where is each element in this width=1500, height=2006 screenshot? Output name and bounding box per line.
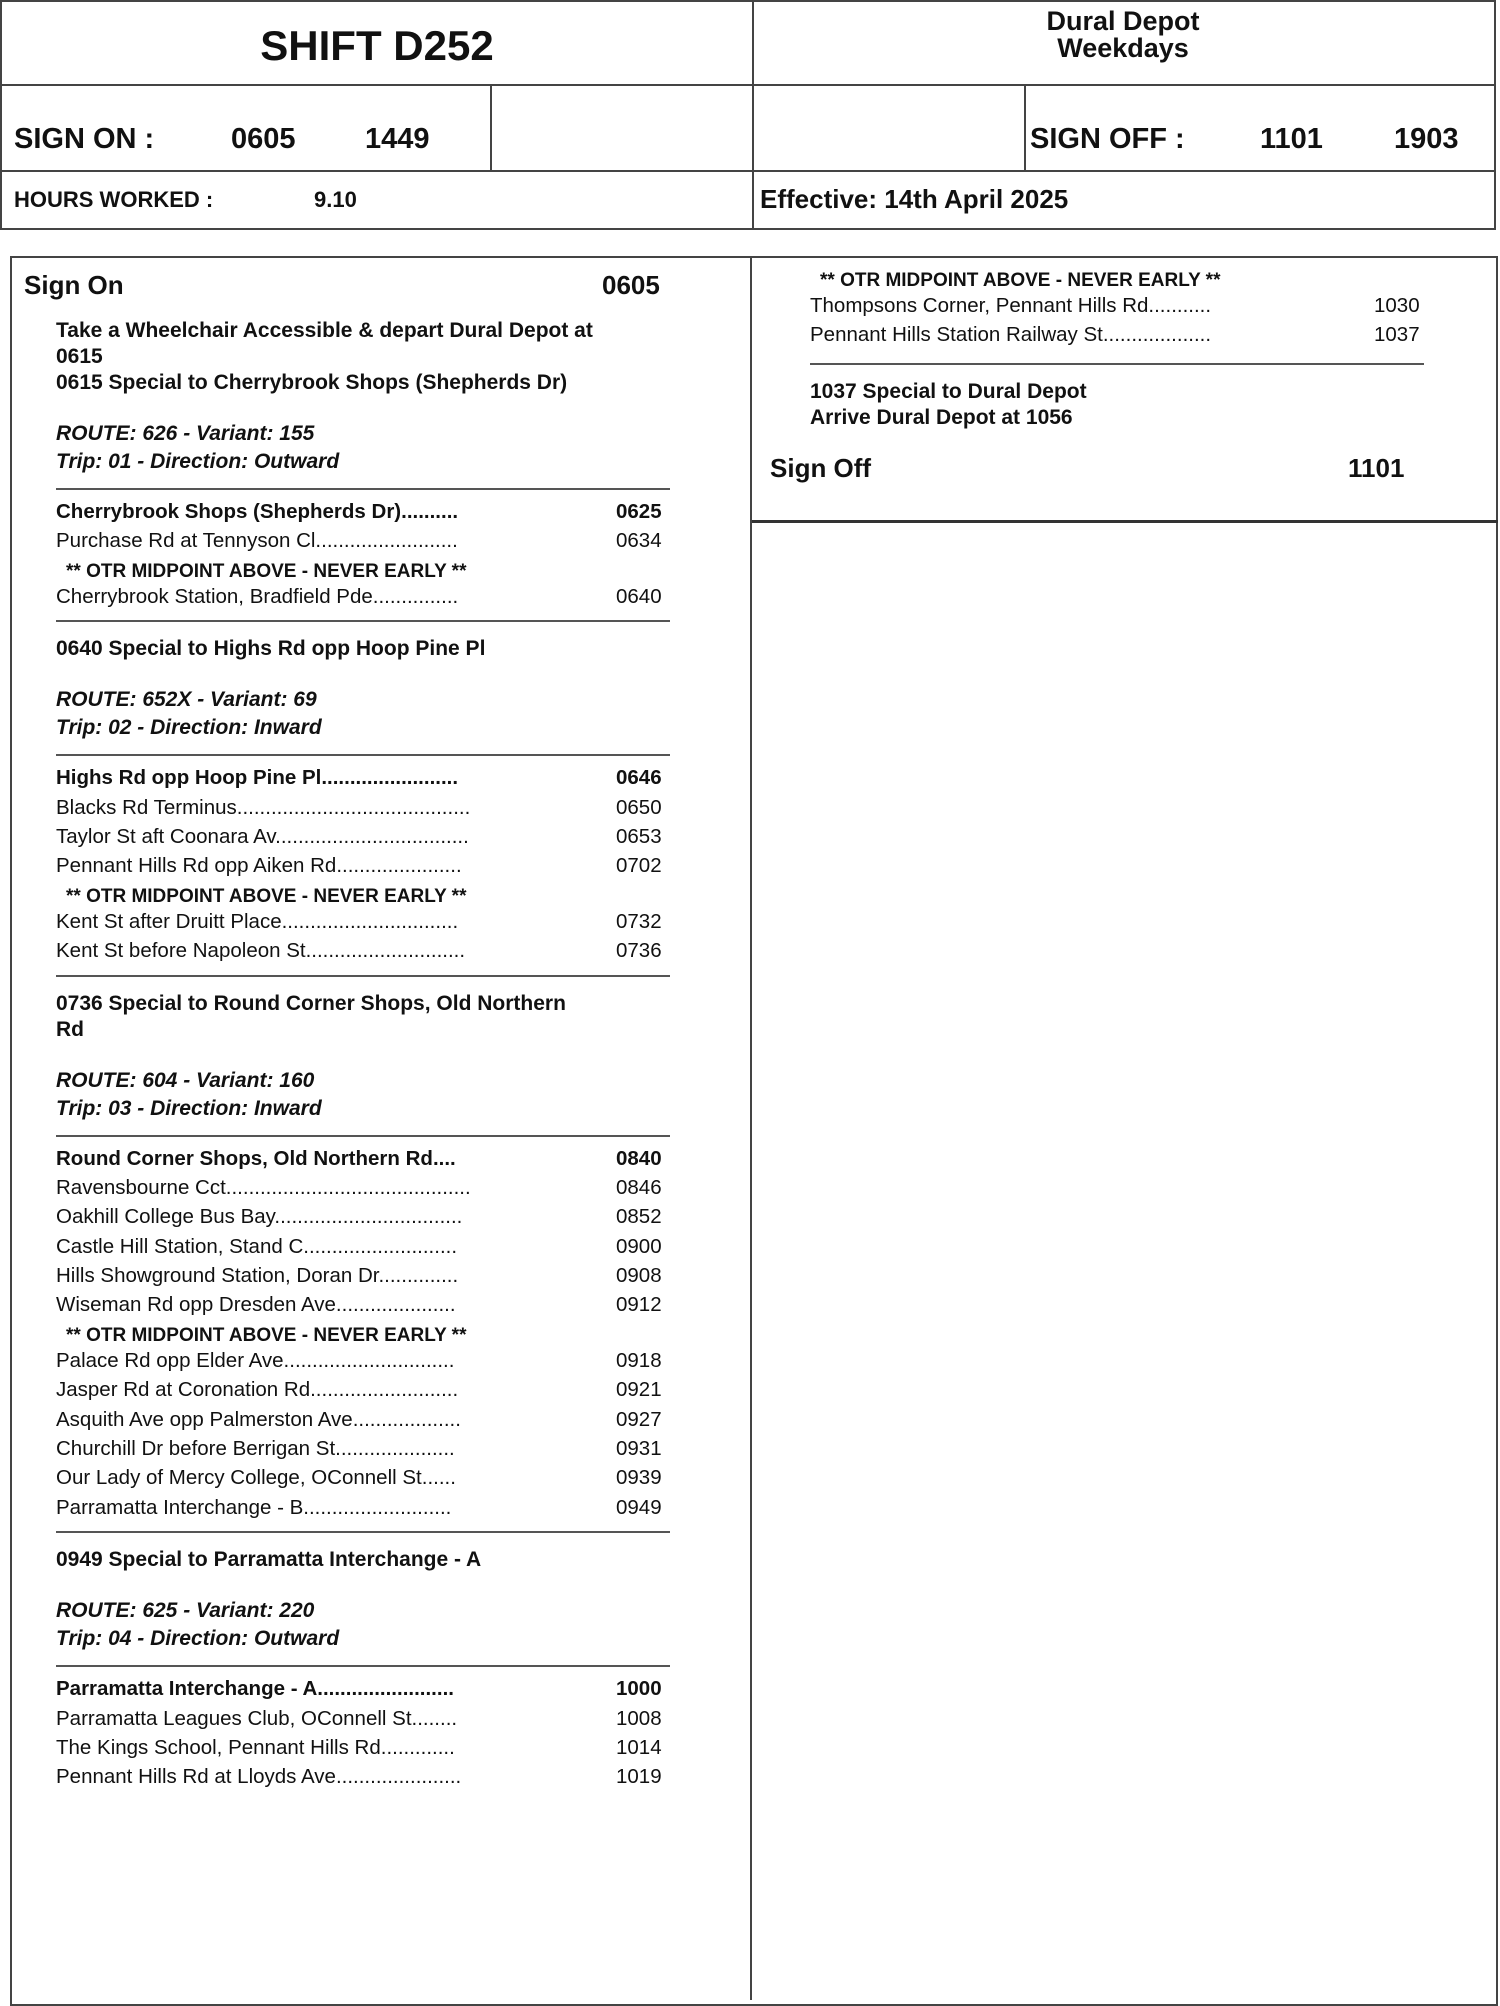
- stop-name: Blacks Rd Terminus.........................................: [56, 795, 471, 819]
- stop-name: Asquith Ave opp Palmerston Ave...................: [56, 1407, 461, 1431]
- stop-name: Castle Hill Station, Stand C...........................: [56, 1234, 458, 1258]
- next-special-heading: [56, 636, 724, 662]
- depot-name: Dural Depot: [1046, 6, 1200, 36]
- sign-on-heading: Sign On: [24, 270, 124, 300]
- route-line: ROUTE: 626 - Variant: 155: [56, 422, 315, 445]
- stop-name: Jasper Rd at Coronation Rd..........................: [56, 1378, 459, 1402]
- stop-row: [56, 766, 724, 795]
- stop-row: [56, 796, 724, 825]
- trip-route-info: [56, 686, 724, 742]
- stop-time: 0931: [616, 1437, 662, 1461]
- stop-time: 0640: [616, 584, 662, 608]
- trip-stop-list: [56, 1147, 724, 1526]
- stop-row: [56, 1496, 724, 1525]
- divider: [56, 620, 670, 622]
- stop-name: Thompsons Corner, Pennant Hills Rd...........: [810, 294, 1212, 317]
- sign-off-row: [770, 447, 1490, 491]
- otr-midpoint-note: ** OTR MIDPOINT ABOVE - NEVER EARLY **: [66, 560, 467, 582]
- stop-row: [56, 1736, 724, 1765]
- stop-row: [810, 323, 1490, 352]
- stop-time: 1019: [616, 1765, 662, 1789]
- stop-time: 0918: [616, 1348, 662, 1372]
- depart-instruction: Take a Wheelchair Accessible & depart Dural Depot at: [56, 319, 593, 342]
- stop-name: Churchill Dr before Berrigan St.....................: [56, 1437, 455, 1461]
- route-line: ROUTE: 652X - Variant: 69: [56, 688, 317, 712]
- stop-row: [56, 529, 724, 558]
- sign-on-label: SIGN ON :: [14, 123, 155, 155]
- stop-time: 0625: [616, 500, 662, 523]
- trip-line: Trip: 01 - Direction: Outward: [56, 450, 340, 473]
- stop-time: 1030: [1374, 294, 1420, 317]
- stop-name: Purchase Rd at Tennyson Cl.........................: [56, 529, 458, 553]
- stop-row: [56, 1677, 724, 1706]
- return-special-heading: 1037 Special to Dural Depot: [810, 379, 1087, 403]
- trip-route-info: [56, 420, 724, 476]
- stop-row: [56, 1205, 724, 1234]
- shift-title: SHIFT D252: [260, 22, 494, 69]
- divider: [56, 1531, 670, 1533]
- stop-time: 0840: [616, 1146, 662, 1170]
- effective-date: Effective: 14th April 2025: [760, 184, 1069, 214]
- stop-row: [56, 1466, 724, 1495]
- trip-line: Trip: 04 - Direction: Outward: [56, 1627, 340, 1651]
- divider: [56, 1665, 670, 1667]
- stop-row: [56, 585, 724, 614]
- stop-row: [56, 939, 724, 968]
- stop-time: 0653: [616, 824, 662, 848]
- next-special-heading: [56, 1547, 724, 1573]
- stop-name: Our Lady of Mercy College, OConnell St......: [56, 1466, 456, 1490]
- stop-name: Kent St before Napoleon St............................: [56, 939, 466, 963]
- special-heading-line: Rd: [56, 1017, 84, 1041]
- arrive-depot-line: Arrive Dural Depot at 1056: [810, 405, 1073, 429]
- stop-name: Pennant Hills Station Railway St...................: [810, 323, 1212, 347]
- stop-name: The Kings School, Pennant Hills Rd.............: [56, 1735, 455, 1759]
- stop-row: [810, 294, 1490, 323]
- stop-time: 0921: [616, 1378, 662, 1402]
- depot-days: Weekdays: [1057, 33, 1189, 63]
- trip-line: Trip: 03 - Direction: Inward: [56, 1096, 322, 1120]
- stop-time: 0927: [616, 1407, 662, 1431]
- trip-route-info: [56, 1067, 724, 1123]
- stop-row: [56, 1707, 724, 1736]
- otr-midpoint-note: ** OTR MIDPOINT ABOVE - NEVER EARLY **: [66, 885, 467, 907]
- stop-time: 0650: [616, 795, 662, 819]
- divider: [56, 754, 670, 756]
- stop-row: [56, 910, 724, 939]
- hours-worked-label: HOURS WORKED :: [14, 187, 214, 212]
- special-heading-line: 0640 Special to Highs Rd opp Hoop Pine Pl: [56, 637, 486, 661]
- stop-row: [56, 1437, 724, 1466]
- stop-time: 0939: [616, 1466, 662, 1490]
- stop-time: 0846: [616, 1175, 662, 1199]
- trip-stop-list: [56, 766, 724, 968]
- otr-midpoint-note: ** OTR MIDPOINT ABOVE - NEVER EARLY **: [820, 270, 1221, 291]
- stop-row: [56, 854, 724, 883]
- trip-stop-list: [56, 500, 724, 614]
- route-line: ROUTE: 625 - Variant: 220: [56, 1599, 315, 1623]
- divider: [56, 975, 670, 977]
- stop-time: 0949: [616, 1495, 662, 1519]
- stop-name: Palace Rd opp Elder Ave..............................: [56, 1348, 455, 1372]
- sign-on-instructions: [24, 318, 724, 396]
- stop-time: 0908: [616, 1264, 662, 1288]
- stop-name: Cherrybrook Shops (Shepherds Dr)..........: [56, 500, 459, 523]
- sign-on-time-2: 1449: [365, 123, 430, 155]
- sign-on-time: 0605: [602, 270, 660, 300]
- stop-name: Pennant Hills Rd at Lloyds Ave......................: [56, 1765, 462, 1789]
- trip-stop-list: [56, 1677, 724, 1795]
- stop-time: 0634: [616, 529, 662, 553]
- stop-time: 0736: [616, 939, 662, 963]
- depot-info: [752, 8, 1494, 62]
- trip-line: Trip: 02 - Direction: Inward: [56, 716, 322, 740]
- stop-row: [56, 1264, 724, 1293]
- stop-name: Highs Rd opp Hoop Pine Pl........................: [56, 766, 459, 790]
- sign-on-time-1: 0605: [231, 123, 296, 155]
- stop-name: Wiseman Rd opp Dresden Ave.....................: [56, 1293, 456, 1317]
- sign-off-time-1: 1101: [1260, 123, 1323, 155]
- stop-name: Hills Showground Station, Doran Dr..............: [56, 1264, 459, 1288]
- special-heading-line: 0736 Special to Round Corner Shops, Old Northern: [56, 991, 566, 1015]
- stop-time: 0702: [616, 854, 662, 878]
- trip-route-info: [56, 1597, 724, 1653]
- stop-row: [56, 1408, 724, 1437]
- stop-time: 0912: [616, 1293, 662, 1317]
- stop-row: [56, 825, 724, 854]
- shift-header: [0, 0, 1496, 230]
- stop-time: 0900: [616, 1234, 662, 1258]
- stop-name: Round Corner Shops, Old Northern Rd....: [56, 1146, 456, 1170]
- stop-name: Parramatta Interchange - A........................: [56, 1677, 454, 1701]
- stop-name: Taylor St aft Coonara Av..................................: [56, 824, 469, 848]
- stop-time: 0732: [616, 909, 662, 933]
- divider: [56, 488, 670, 490]
- special-heading-line: 0949 Special to Parramatta Interchange - A: [56, 1548, 482, 1572]
- stop-row: [56, 1765, 724, 1794]
- stop-row: [56, 1147, 724, 1176]
- stop-time: 1014: [616, 1735, 662, 1759]
- stop-time: 1000: [616, 1677, 662, 1701]
- stop-row: [56, 1235, 724, 1264]
- stop-row: [56, 1349, 724, 1378]
- stop-name: Oakhill College Bus Bay.................................: [56, 1205, 463, 1229]
- hours-worked-value: 9.10: [314, 187, 357, 212]
- stop-name: Ravensbourne Cct...........................................: [56, 1175, 471, 1199]
- otr-midpoint-note: ** OTR MIDPOINT ABOVE - NEVER EARLY **: [66, 1324, 467, 1346]
- sign-off-time-2: 1903: [1394, 123, 1459, 155]
- stop-name: Parramatta Interchange - B..........................: [56, 1495, 452, 1519]
- stop-time: 0852: [616, 1205, 662, 1229]
- first-special-heading: 0615 Special to Cherrybrook Shops (Shepherds Dr): [56, 371, 568, 394]
- sign-off-label: SIGN OFF :: [1030, 123, 1185, 155]
- stop-row: [56, 1176, 724, 1205]
- stop-time: 0646: [616, 766, 662, 790]
- stop-row: [56, 500, 724, 529]
- stop-name: Cherrybrook Station, Bradfield Pde...............: [56, 584, 459, 608]
- stop-row: [56, 1293, 724, 1322]
- right-stops: [810, 294, 1490, 353]
- trips-container: [24, 420, 724, 1795]
- sign-off-heading: Sign Off: [770, 452, 872, 483]
- divider: [810, 363, 1424, 365]
- stop-time: 1008: [616, 1706, 662, 1730]
- next-special-heading: [56, 991, 724, 1043]
- stop-time: 1037: [1374, 323, 1420, 347]
- depart-time: 0615: [56, 345, 103, 368]
- stop-row: [56, 1378, 724, 1407]
- stop-name: Parramatta Leagues Club, OConnell St........: [56, 1706, 458, 1730]
- left-column: [24, 268, 724, 1795]
- divider: [56, 1135, 670, 1137]
- stop-name: Pennant Hills Rd opp Aiken Rd......................: [56, 854, 462, 878]
- sign-on-row: [24, 268, 724, 310]
- right-column: [770, 268, 1490, 491]
- route-line: ROUTE: 604 - Variant: 160: [56, 1068, 315, 1092]
- stop-name: Kent St after Druitt Place...............................: [56, 909, 459, 933]
- sign-off-time: 1101: [1348, 452, 1405, 483]
